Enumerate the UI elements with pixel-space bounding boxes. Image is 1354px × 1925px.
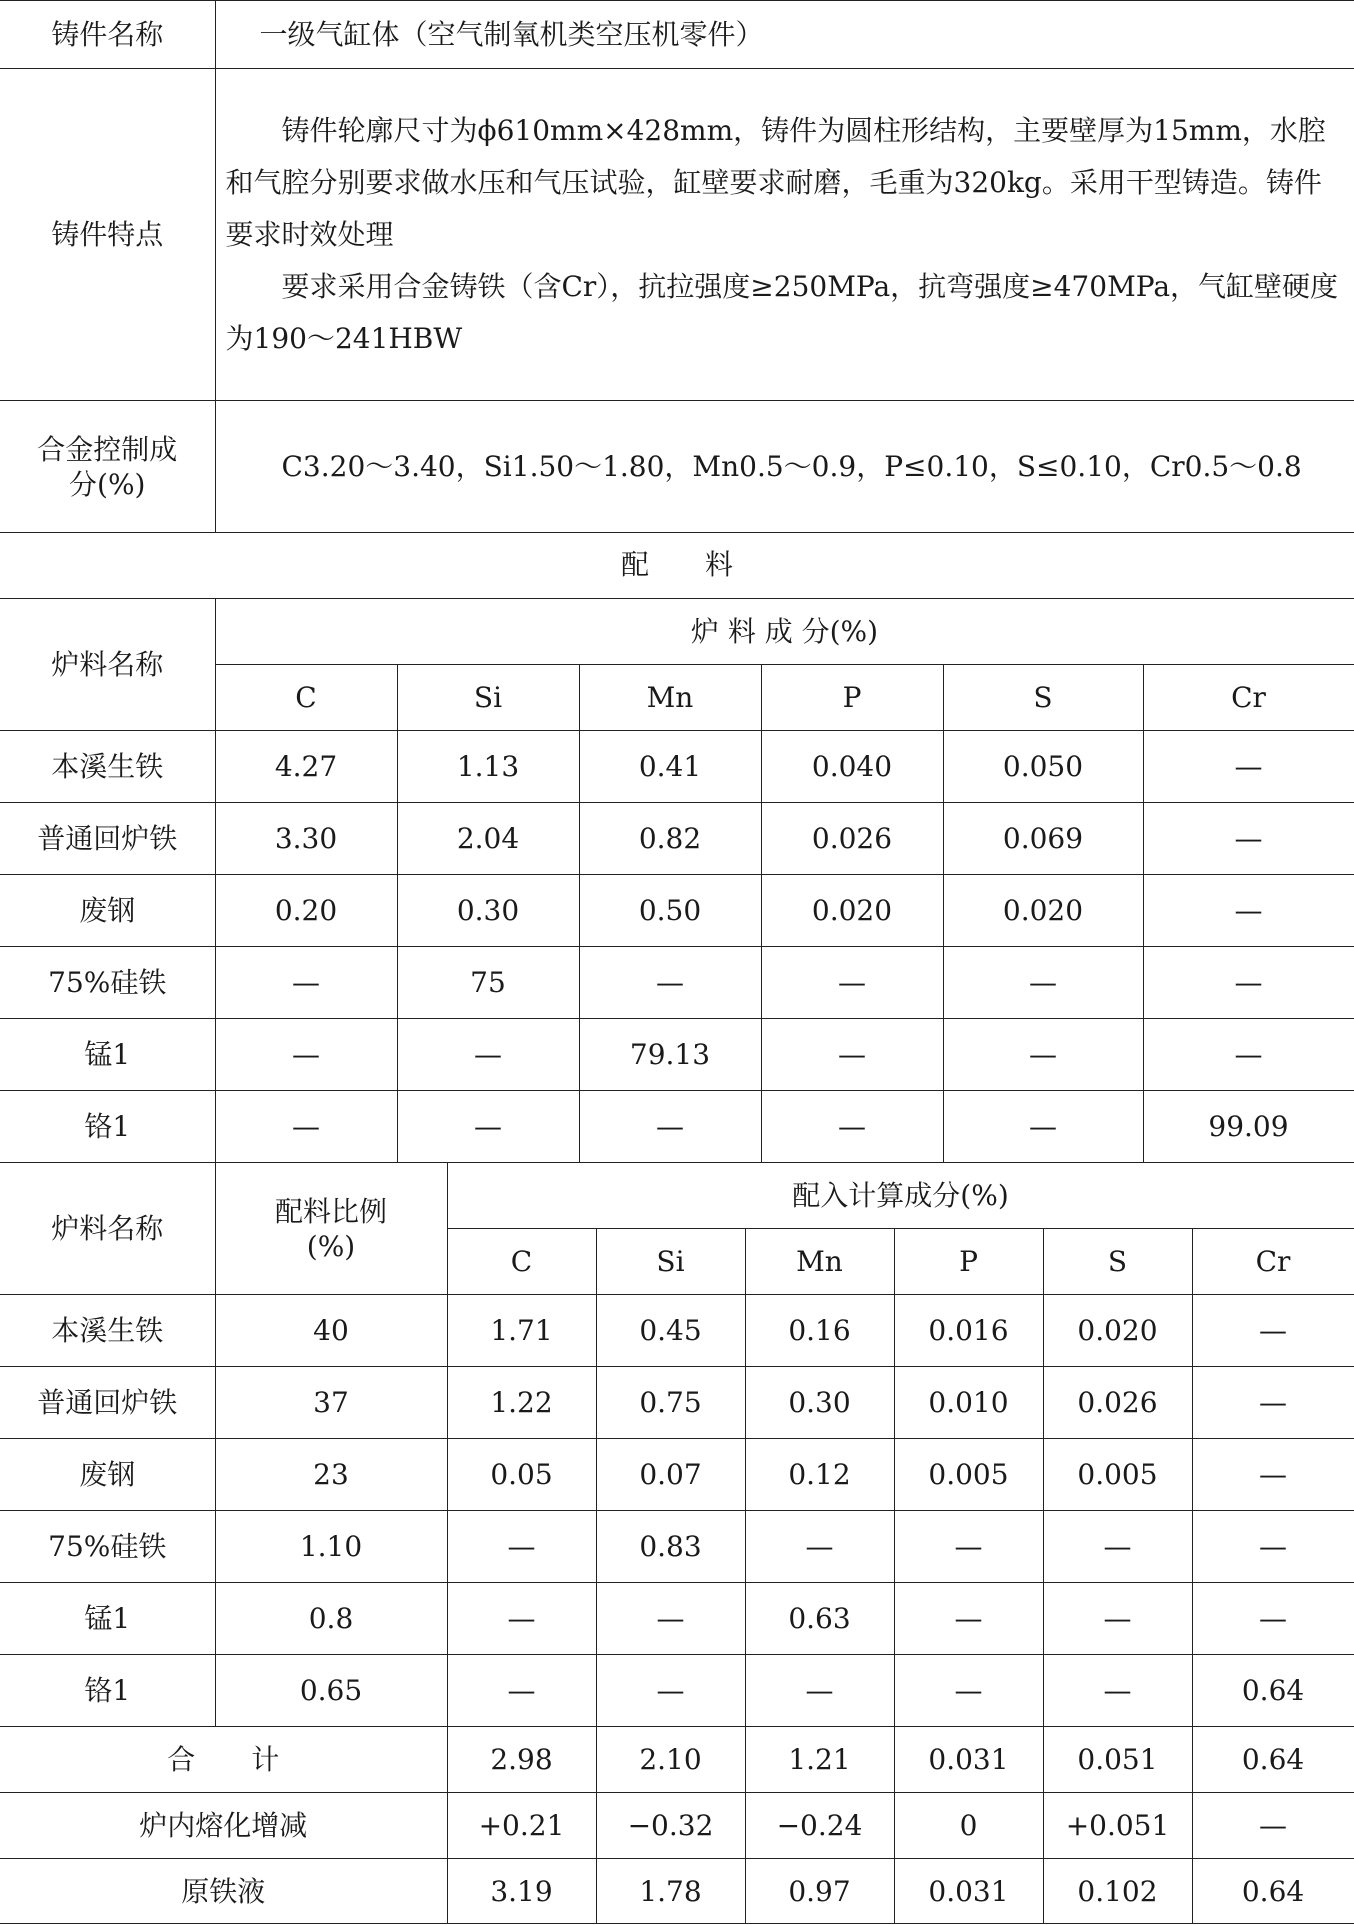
table-cell: 0.82 bbox=[579, 803, 761, 875]
calc-material-name: 75%硅铁 bbox=[0, 1511, 215, 1583]
casting-features-row bbox=[0, 69, 1354, 401]
table-cell: 0.64 bbox=[1192, 1727, 1354, 1793]
table-cell: — bbox=[1143, 731, 1354, 803]
table-cell: 2.04 bbox=[397, 803, 579, 875]
table-cell: 0.016 bbox=[894, 1295, 1043, 1367]
table-cell: 0.64 bbox=[1192, 1859, 1354, 1924]
calc-ratio-title: 配料比例 bbox=[274, 1194, 387, 1228]
calc-material-name: 铬1 bbox=[0, 1655, 215, 1727]
table-cell: 1.71 bbox=[447, 1295, 596, 1367]
charge-col-header: P bbox=[761, 665, 943, 731]
table-cell: — bbox=[397, 1091, 579, 1163]
table-cell: 75 bbox=[397, 947, 579, 1019]
table-cell: 0.75 bbox=[596, 1367, 745, 1439]
melting-change-label: 炉内熔化增减 bbox=[0, 1793, 447, 1859]
charge-material-name: 锰1 bbox=[0, 1019, 215, 1091]
calc-ratio-header bbox=[215, 1163, 447, 1295]
table-cell: — bbox=[1143, 803, 1354, 875]
table-cell: — bbox=[1043, 1655, 1192, 1727]
table-row bbox=[0, 1583, 1354, 1655]
table-row bbox=[0, 1019, 1354, 1091]
calc-header-row bbox=[0, 1163, 1354, 1229]
calc-material-name: 废钢 bbox=[0, 1439, 215, 1511]
calc-material-name: 本溪生铁 bbox=[0, 1295, 215, 1367]
table-cell: — bbox=[1043, 1583, 1192, 1655]
table-cell: — bbox=[745, 1511, 894, 1583]
table-cell: 0.30 bbox=[745, 1367, 894, 1439]
charge-col-header: Cr bbox=[1143, 665, 1354, 731]
table-cell: — bbox=[1192, 1583, 1354, 1655]
table-cell: — bbox=[215, 1091, 397, 1163]
table-cell: — bbox=[894, 1583, 1043, 1655]
raw-iron-label: 原铁液 bbox=[0, 1859, 447, 1924]
melting-change-row bbox=[0, 1793, 1354, 1859]
table-cell: +0.051 bbox=[1043, 1793, 1192, 1859]
calc-col-header: Mn bbox=[745, 1229, 894, 1295]
casting-features-label: 铸件特点 bbox=[0, 69, 215, 401]
table-row bbox=[0, 1367, 1354, 1439]
table-cell: 0.97 bbox=[745, 1859, 894, 1924]
table-cell: — bbox=[745, 1655, 894, 1727]
charge-col-header: Mn bbox=[579, 665, 761, 731]
table-cell: 0.026 bbox=[1043, 1367, 1192, 1439]
charge-col-header: S bbox=[943, 665, 1143, 731]
table-cell: — bbox=[1192, 1793, 1354, 1859]
table-row bbox=[0, 1295, 1354, 1367]
calculated-composition-table bbox=[0, 1162, 1354, 1924]
table-cell: 0.069 bbox=[943, 803, 1143, 875]
table-row bbox=[0, 731, 1354, 803]
total-row bbox=[0, 1727, 1354, 1793]
calc-name-header: 炉料名称 bbox=[0, 1163, 215, 1295]
calc-material-name: 普通回炉铁 bbox=[0, 1367, 215, 1439]
table-cell: 4.27 bbox=[215, 731, 397, 803]
table-row bbox=[0, 1091, 1354, 1163]
calc-col-header: Si bbox=[596, 1229, 745, 1295]
features-paragraph-1: 铸件轮廓尺寸为ϕ610mm×428mm，铸件为圆柱形结构，主要壁厚为15mm，水腔和气腔分别要求做水压和气压试验，缸壁要求耐磨，毛重为320kg。采用干型铸造。铸件要求时效处理 bbox=[225, 113, 1326, 251]
table-cell: 0.50 bbox=[579, 875, 761, 947]
charge-material-name: 75%硅铁 bbox=[0, 947, 215, 1019]
table-cell: — bbox=[447, 1511, 596, 1583]
table-cell: 0.026 bbox=[761, 803, 943, 875]
charge-material-name: 废钢 bbox=[0, 875, 215, 947]
table-cell: — bbox=[894, 1655, 1043, 1727]
table-cell: — bbox=[1143, 1019, 1354, 1091]
charge-header-row bbox=[0, 599, 1354, 665]
table-cell: — bbox=[1143, 947, 1354, 1019]
table-cell: — bbox=[447, 1655, 596, 1727]
table-cell: −0.32 bbox=[596, 1793, 745, 1859]
table-cell: — bbox=[943, 1019, 1143, 1091]
table-cell: — bbox=[1192, 1367, 1354, 1439]
calc-ratio-cell: 0.65 bbox=[215, 1655, 447, 1727]
table-row bbox=[0, 803, 1354, 875]
table-cell: 0.020 bbox=[943, 875, 1143, 947]
charge-col-header: Si bbox=[397, 665, 579, 731]
table-cell: 0.010 bbox=[894, 1367, 1043, 1439]
table-row bbox=[0, 1655, 1354, 1727]
alloy-control-label: 合金控制成分(%) bbox=[0, 401, 215, 533]
table-cell: 2.98 bbox=[447, 1727, 596, 1793]
charge-name-header: 炉料名称 bbox=[0, 599, 215, 731]
table-row bbox=[0, 1511, 1354, 1583]
calc-col-header: Cr bbox=[1192, 1229, 1354, 1295]
alloy-control-row bbox=[0, 401, 1354, 533]
features-paragraph-2: 要求采用合金铸铁（含Cr），抗拉强度≥250MPa，抗弯强度≥470MPa，气缸壁硬度为190～241HBW bbox=[225, 269, 1339, 355]
alloy-control-text: C3.20～3.40，Si1.50～1.80，Mn0.5～0.9，P≤0.10，S≤0.10，Cr0.5～0.8 bbox=[281, 449, 1302, 483]
table-cell: 0.05 bbox=[447, 1439, 596, 1511]
table-cell: 0.051 bbox=[1043, 1727, 1192, 1793]
calc-ratio-cell: 23 bbox=[215, 1439, 447, 1511]
table-cell: +0.21 bbox=[447, 1793, 596, 1859]
calc-col-header: P bbox=[894, 1229, 1043, 1295]
raw-iron-row bbox=[0, 1859, 1354, 1924]
table-cell: 99.09 bbox=[1143, 1091, 1354, 1163]
table-cell: 3.19 bbox=[447, 1859, 596, 1924]
calc-ratio-cell: 37 bbox=[215, 1367, 447, 1439]
table-cell: 79.13 bbox=[579, 1019, 761, 1091]
table-cell: — bbox=[447, 1583, 596, 1655]
calc-group-header: 配入计算成分(%) bbox=[447, 1163, 1354, 1229]
table-cell: 0.102 bbox=[1043, 1859, 1192, 1924]
table-cell: 1.21 bbox=[745, 1727, 894, 1793]
table-cell: — bbox=[1192, 1511, 1354, 1583]
table-cell: — bbox=[761, 1091, 943, 1163]
table-cell: 0.020 bbox=[761, 875, 943, 947]
table-cell: — bbox=[596, 1655, 745, 1727]
table-cell: — bbox=[215, 1019, 397, 1091]
table-cell: — bbox=[943, 947, 1143, 1019]
table-row bbox=[0, 1439, 1354, 1511]
table-cell: 0.031 bbox=[894, 1727, 1043, 1793]
table-cell: 0.005 bbox=[894, 1439, 1043, 1511]
calc-material-name: 锰1 bbox=[0, 1583, 215, 1655]
alloy-control-value bbox=[215, 401, 1354, 533]
table-cell: — bbox=[894, 1511, 1043, 1583]
calc-ratio-cell: 0.8 bbox=[215, 1583, 447, 1655]
calc-col-header: C bbox=[447, 1229, 596, 1295]
total-label: 合 计 bbox=[0, 1727, 447, 1793]
table-cell: 1.22 bbox=[447, 1367, 596, 1439]
table-cell: — bbox=[761, 1019, 943, 1091]
charge-col-header: C bbox=[215, 665, 397, 731]
table-cell: — bbox=[596, 1583, 745, 1655]
table-cell: — bbox=[1143, 875, 1354, 947]
table-cell: — bbox=[215, 947, 397, 1019]
calc-ratio-unit: (%) bbox=[306, 1229, 356, 1263]
table-cell: 0.050 bbox=[943, 731, 1143, 803]
table-cell: 0.64 bbox=[1192, 1655, 1354, 1727]
table-cell: — bbox=[579, 947, 761, 1019]
section-title: 配 料 bbox=[620, 548, 733, 581]
calc-ratio-cell: 40 bbox=[215, 1295, 447, 1367]
charge-material-name: 铬1 bbox=[0, 1091, 215, 1163]
calc-ratio-cell: 1.10 bbox=[215, 1511, 447, 1583]
table-row bbox=[0, 875, 1354, 947]
casting-info-table bbox=[0, 0, 1354, 533]
casting-name-row bbox=[0, 1, 1354, 69]
table-cell: 0.20 bbox=[215, 875, 397, 947]
table-cell: — bbox=[1192, 1439, 1354, 1511]
table-cell: 0.12 bbox=[745, 1439, 894, 1511]
table-cell: 0.020 bbox=[1043, 1295, 1192, 1367]
table-cell: 1.13 bbox=[397, 731, 579, 803]
table-cell: 0.040 bbox=[761, 731, 943, 803]
table-cell: 1.78 bbox=[596, 1859, 745, 1924]
table-cell: — bbox=[397, 1019, 579, 1091]
casting-name-value: 一级气缸体（空气制氧机类空压机零件） bbox=[215, 1, 1354, 69]
table-cell: 0.41 bbox=[579, 731, 761, 803]
table-cell: 2.10 bbox=[596, 1727, 745, 1793]
table-cell: — bbox=[1043, 1511, 1192, 1583]
casting-features-value bbox=[215, 69, 1354, 401]
table-cell: 0.031 bbox=[894, 1859, 1043, 1924]
table-cell: 0.63 bbox=[745, 1583, 894, 1655]
table-cell: 0.005 bbox=[1043, 1439, 1192, 1511]
table-cell: 0.07 bbox=[596, 1439, 745, 1511]
charge-material-name: 本溪生铁 bbox=[0, 731, 215, 803]
calc-col-header: S bbox=[1043, 1229, 1192, 1295]
table-cell: — bbox=[943, 1091, 1143, 1163]
charge-material-name: 普通回炉铁 bbox=[0, 803, 215, 875]
table-cell: — bbox=[761, 947, 943, 1019]
table-cell: — bbox=[579, 1091, 761, 1163]
table-row bbox=[0, 947, 1354, 1019]
table-cell: −0.24 bbox=[745, 1793, 894, 1859]
charge-composition-table bbox=[0, 598, 1354, 1163]
table-cell: 0.30 bbox=[397, 875, 579, 947]
table-cell: 0.45 bbox=[596, 1295, 745, 1367]
table-cell: 0 bbox=[894, 1793, 1043, 1859]
table-cell: — bbox=[1192, 1295, 1354, 1367]
charge-group-header: 炉 料 成 分(%) bbox=[215, 599, 1354, 665]
table-cell: 0.83 bbox=[596, 1511, 745, 1583]
table-cell: 0.16 bbox=[745, 1295, 894, 1367]
table-cell: 3.30 bbox=[215, 803, 397, 875]
casting-name-label: 铸件名称 bbox=[0, 1, 215, 69]
